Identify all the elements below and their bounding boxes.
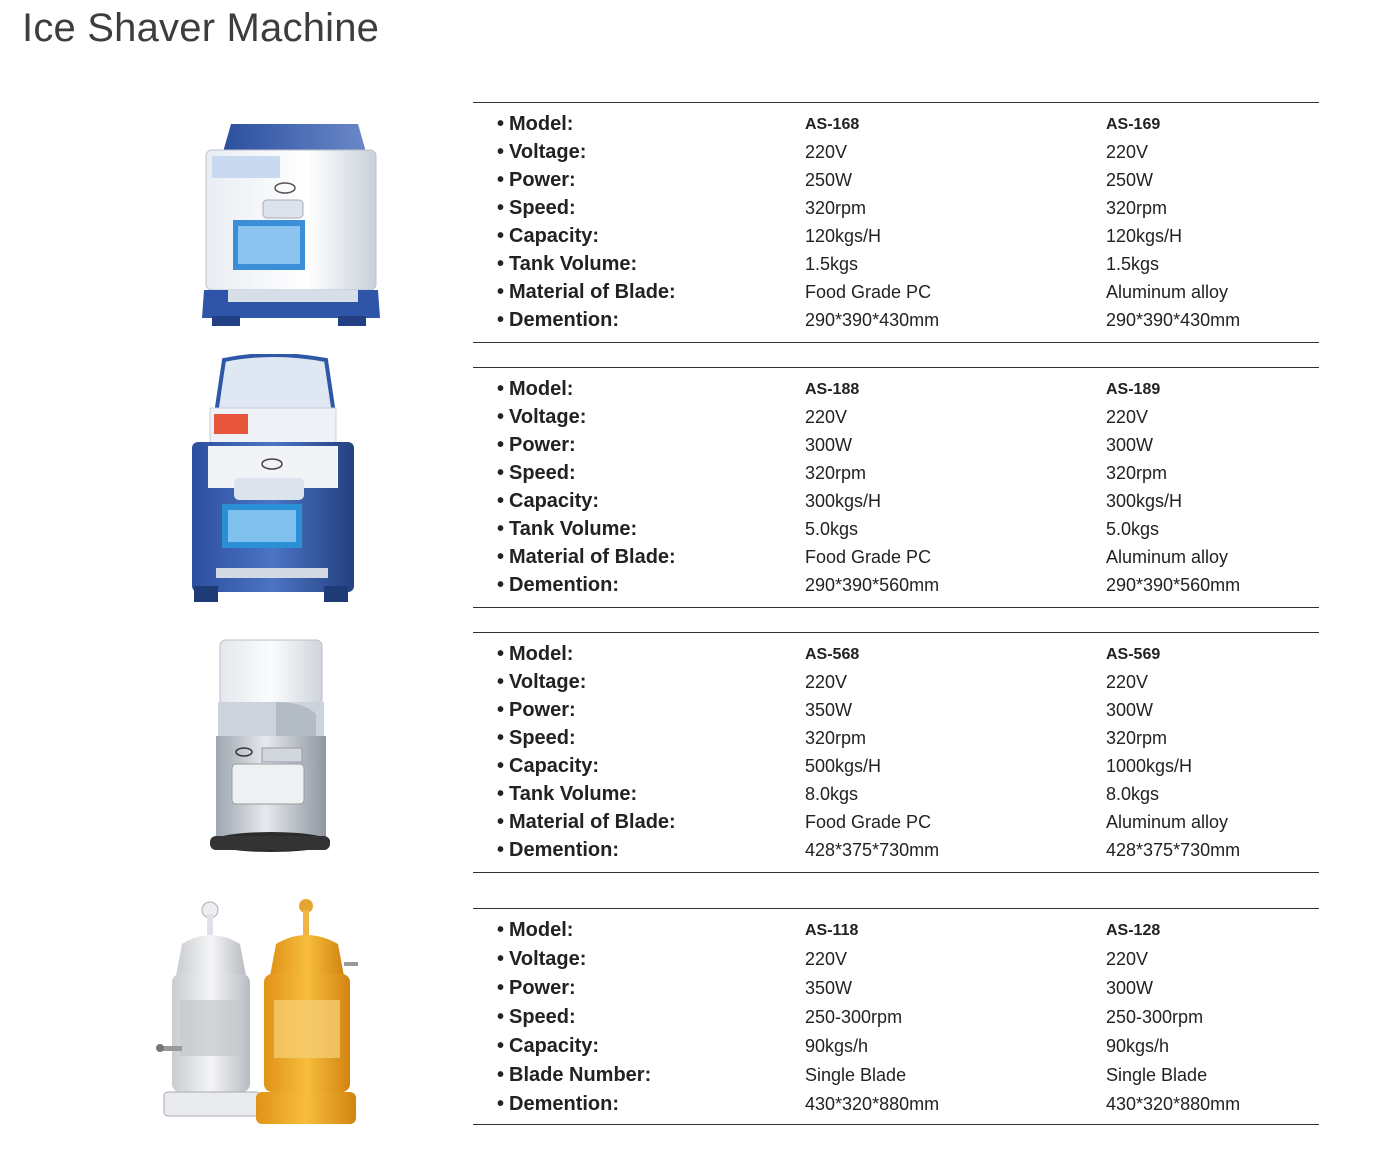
page-title: Ice Shaver Machine — [22, 6, 380, 50]
spec-label: • Demention: — [497, 574, 619, 597]
product-image-as-188 — [186, 354, 358, 606]
spec-label: • Power: — [497, 977, 576, 1000]
model-1: AS-568 — [805, 646, 860, 663]
spec-value-2: 250W — [1106, 170, 1154, 190]
spec-value-2: 290*390*430mm — [1106, 310, 1241, 330]
model-1: AS-188 — [805, 381, 860, 398]
spec-table-4 — [473, 908, 1319, 1125]
spec-value-1: 290*390*560mm — [805, 575, 940, 595]
spec-label: • Power: — [497, 434, 576, 457]
spec-value-2: 320rpm — [1106, 463, 1168, 483]
spec-value-1: 290*390*430mm — [805, 310, 940, 330]
spec-value-1: Food Grade PC — [805, 547, 932, 567]
spec-value-2: 220V — [1106, 142, 1149, 162]
spec-value-2: 220V — [1106, 672, 1149, 692]
spec-value-2: 220V — [1106, 949, 1149, 969]
spec-value-2: 320rpm — [1106, 198, 1168, 218]
spec-label: • Material of Blade: — [497, 811, 676, 834]
spec-value-2: 250-300rpm — [1106, 1007, 1204, 1027]
spec-value-1: 350W — [805, 978, 853, 998]
spec-label: • Material of Blade: — [497, 546, 676, 569]
spec-value-1: 350W — [805, 700, 853, 720]
spec-label: • Voltage: — [497, 671, 586, 694]
spec-label: • Speed: — [497, 1006, 576, 1029]
spec-value-2: 220V — [1106, 407, 1149, 427]
spec-table-1 — [473, 102, 1319, 343]
spec-value-2: 290*390*560mm — [1106, 575, 1241, 595]
spec-row — [473, 671, 1319, 699]
spec-value-2: Single Blade — [1106, 1065, 1208, 1085]
product-image-as-118-as-128 — [154, 896, 364, 1130]
spec-label: • Demention: — [497, 839, 619, 862]
spec-row — [473, 225, 1319, 253]
spec-row — [473, 1035, 1319, 1063]
spec-label: • Tank Volume: — [497, 518, 637, 541]
spec-row — [473, 574, 1319, 602]
spec-label: • Capacity: — [497, 755, 599, 778]
product-image-as-168 — [198, 112, 383, 330]
model-2: AS-169 — [1106, 116, 1161, 133]
spec-value-2: Aluminum alloy — [1106, 812, 1229, 832]
spec-row — [473, 699, 1319, 727]
spec-row — [473, 309, 1319, 337]
spec-value-2: Aluminum alloy — [1106, 282, 1229, 302]
spec-label: • Capacity: — [497, 225, 599, 248]
spec-row — [473, 490, 1319, 518]
spec-row — [473, 518, 1319, 546]
spec-label: • Voltage: — [497, 948, 586, 971]
model-2: AS-569 — [1106, 646, 1161, 663]
spec-value-1: 300W — [805, 435, 853, 455]
spec-label: • Capacity: — [497, 490, 599, 513]
model-2: AS-128 — [1106, 922, 1161, 939]
spec-row — [473, 811, 1319, 839]
spec-row — [473, 1006, 1319, 1034]
spec-value-1: 320rpm — [805, 198, 867, 218]
spec-label: • Model: — [497, 643, 573, 666]
spec-value-2: Aluminum alloy — [1106, 547, 1229, 567]
spec-value-2: 8.0kgs — [1106, 784, 1160, 804]
spec-row — [473, 406, 1319, 434]
spec-value-1: 220V — [805, 407, 848, 427]
product-image-as-568 — [204, 636, 330, 860]
spec-row — [473, 783, 1319, 811]
spec-value-1: 220V — [805, 142, 848, 162]
spec-row — [473, 434, 1319, 462]
model-2: AS-189 — [1106, 381, 1161, 398]
spec-value-2: 428*375*730mm — [1106, 840, 1241, 860]
spec-value-1: Single Blade — [805, 1065, 907, 1085]
spec-value-1: Food Grade PC — [805, 812, 932, 832]
spec-value-2: 300kgs/H — [1106, 491, 1183, 511]
spec-row — [473, 546, 1319, 574]
spec-value-1: 1.5kgs — [805, 254, 859, 274]
spec-row — [473, 378, 1319, 406]
spec-value-1: 430*320*880mm — [805, 1094, 940, 1114]
spec-row — [473, 253, 1319, 281]
spec-value-1: 428*375*730mm — [805, 840, 940, 860]
spec-row — [473, 1093, 1319, 1121]
spec-label: • Power: — [497, 169, 576, 192]
spec-label: • Tank Volume: — [497, 253, 637, 276]
spec-value-2: 300W — [1106, 978, 1154, 998]
spec-value-1: 220V — [805, 949, 848, 969]
spec-value-2: 430*320*880mm — [1106, 1094, 1241, 1114]
spec-row — [473, 113, 1319, 141]
spec-label: • Demention: — [497, 1093, 619, 1116]
spec-value-1: 250W — [805, 170, 853, 190]
spec-value-2: 1.5kgs — [1106, 254, 1160, 274]
spec-table-2 — [473, 367, 1319, 608]
spec-label: • Demention: — [497, 309, 619, 332]
spec-label: • Speed: — [497, 727, 576, 750]
spec-value-1: 320rpm — [805, 728, 867, 748]
spec-label: • Model: — [497, 113, 573, 136]
spec-label: • Capacity: — [497, 1035, 599, 1058]
spec-row — [473, 727, 1319, 755]
spec-row — [473, 755, 1319, 783]
spec-value-1: 320rpm — [805, 463, 867, 483]
spec-label: • Blade Number: — [497, 1064, 651, 1087]
spec-label: • Model: — [497, 919, 573, 942]
spec-value-2: 5.0kgs — [1106, 519, 1160, 539]
model-1: AS-168 — [805, 116, 860, 133]
spec-label: • Speed: — [497, 462, 576, 485]
spec-value-2: 90kgs/h — [1106, 1036, 1170, 1056]
spec-label: • Speed: — [497, 197, 576, 220]
spec-label: • Voltage: — [497, 141, 586, 164]
spec-row — [473, 919, 1319, 947]
spec-label: • Material of Blade: — [497, 281, 676, 304]
spec-value-1: 5.0kgs — [805, 519, 859, 539]
spec-value-1: 220V — [805, 672, 848, 692]
spec-value-1: 500kgs/H — [805, 756, 882, 776]
model-1: AS-118 — [805, 922, 859, 939]
spec-row — [473, 141, 1319, 169]
spec-value-1: 120kgs/H — [805, 226, 882, 246]
spec-value-1: 8.0kgs — [805, 784, 859, 804]
spec-value-2: 1000kgs/H — [1106, 756, 1193, 776]
spec-table-3 — [473, 632, 1319, 873]
spec-value-1: 300kgs/H — [805, 491, 882, 511]
spec-value-1: Food Grade PC — [805, 282, 932, 302]
spec-value-2: 120kgs/H — [1106, 226, 1183, 246]
spec-row — [473, 839, 1319, 867]
spec-value-2: 300W — [1106, 700, 1154, 720]
spec-row — [473, 281, 1319, 309]
spec-label: • Tank Volume: — [497, 783, 637, 806]
spec-value-1: 250-300rpm — [805, 1007, 903, 1027]
spec-row — [473, 169, 1319, 197]
spec-row — [473, 197, 1319, 225]
spec-value-2: 320rpm — [1106, 728, 1168, 748]
spec-label: • Voltage: — [497, 406, 586, 429]
spec-value-2: 300W — [1106, 435, 1154, 455]
spec-row — [473, 948, 1319, 976]
spec-label: • Power: — [497, 699, 576, 722]
spec-row — [473, 1064, 1319, 1092]
spec-row — [473, 643, 1319, 671]
spec-row — [473, 977, 1319, 1005]
spec-value-1: 90kgs/h — [805, 1036, 869, 1056]
spec-row — [473, 462, 1319, 490]
spec-label: • Model: — [497, 378, 573, 401]
